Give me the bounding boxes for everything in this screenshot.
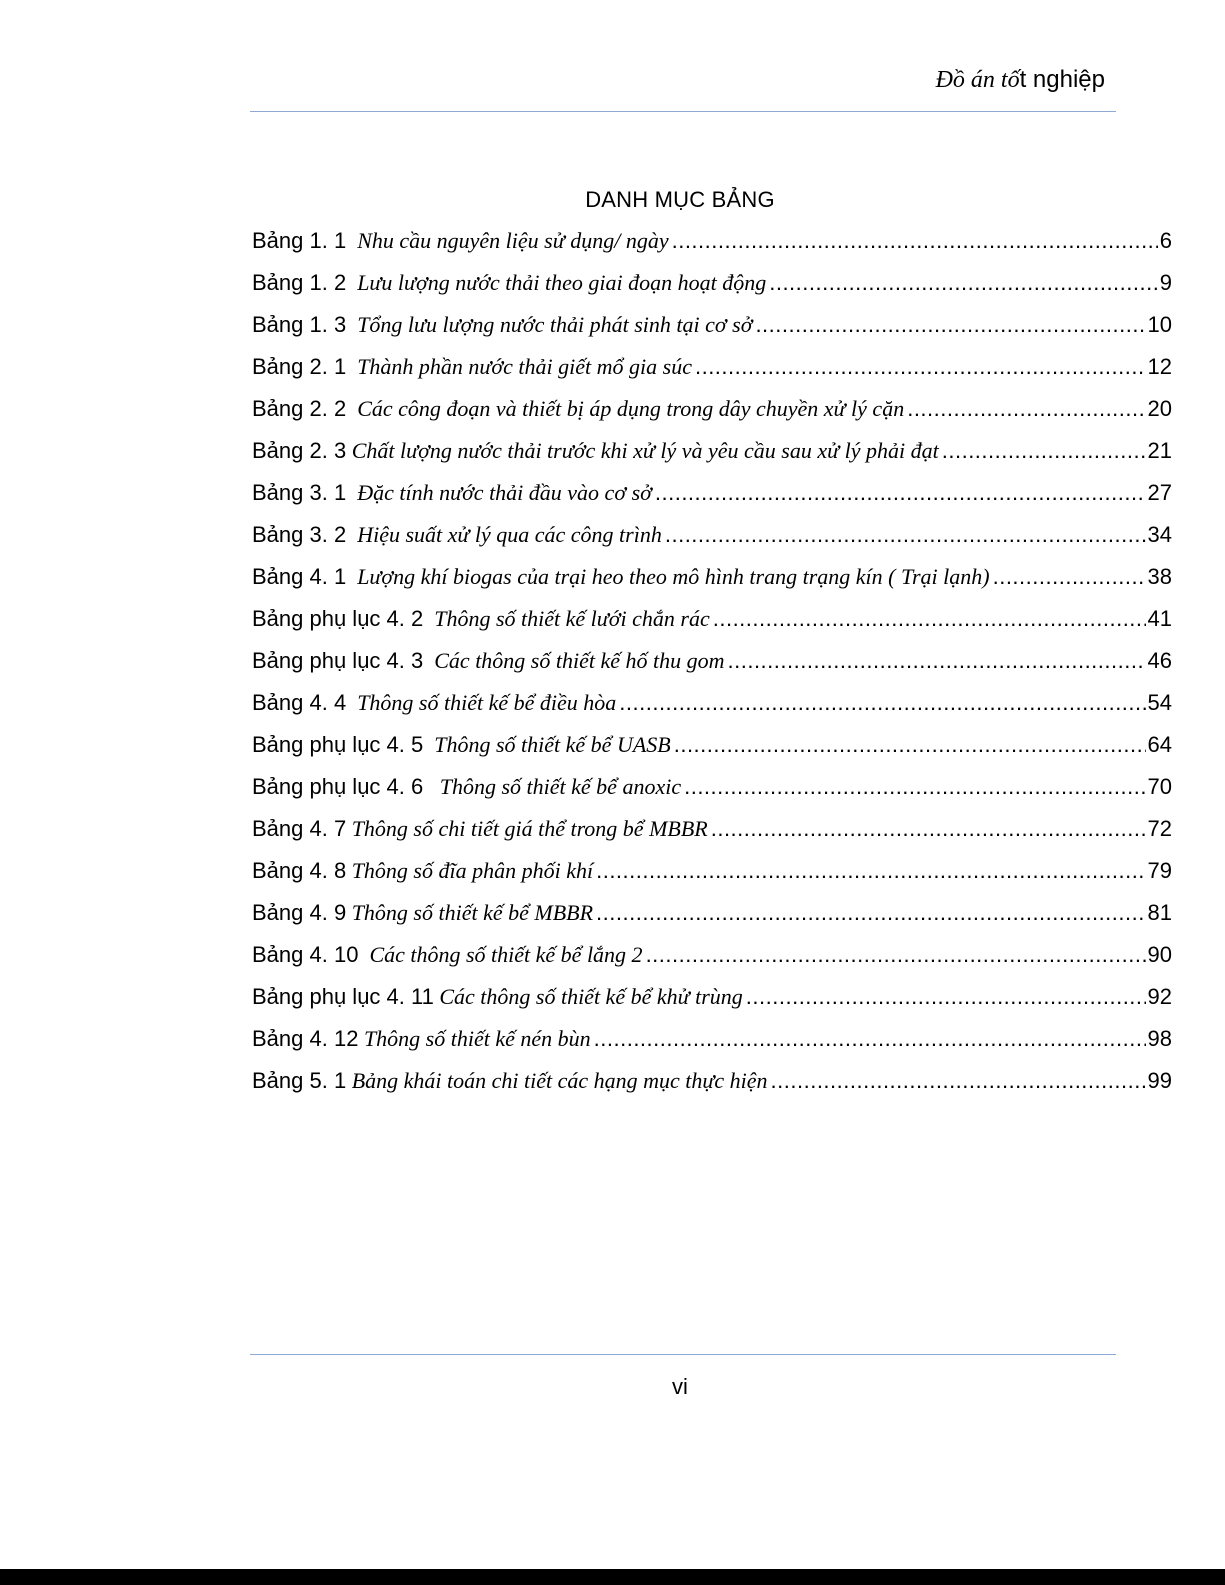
toc-entry-tag: Bảng 3. 1 (252, 480, 347, 505)
toc-entry[interactable] (252, 436, 1172, 478)
dot-leader (619, 688, 1145, 718)
toc-entry-desc: Các công đoạn và thiết bị áp dụng trong dây chuyền xử lý cặn (357, 396, 905, 421)
toc-entry[interactable] (252, 772, 1172, 814)
toc-entry-desc: Lượng khí biogas của trại heo theo mô hình trang trạng kín ( Trại lạnh) (357, 564, 990, 589)
dot-leader (684, 772, 1145, 802)
toc-entry[interactable] (252, 646, 1172, 688)
toc-entry-desc: Chất lượng nước thải trước khi xử lý và yêu cầu sau xử lý phải đạt (351, 438, 939, 463)
toc-entry-desc: Thông số thiết kế bể anoxic (439, 774, 682, 799)
toc-entry-tag: Bảng 2. 2 (252, 396, 347, 421)
toc-entry-desc: Thông số chi tiết giá thể trong bể MBBR (351, 816, 708, 841)
toc-entry-desc: Đặc tính nước thải đầu vào cơ sở (357, 480, 652, 505)
toc-entry-desc: Thành phần nước thải giết mổ gia súc (357, 354, 692, 379)
toc-entry-page: 20 (1147, 396, 1172, 421)
toc-entry-tag: Bảng 3. 2 (252, 522, 347, 547)
toc-entry-page: 21 (1147, 438, 1172, 463)
toc-entry-tag: Bảng 4. 12 (252, 1026, 359, 1051)
toc-entry[interactable] (252, 1024, 1172, 1066)
toc-entry[interactable] (252, 982, 1172, 1024)
bottom-edge-band (0, 1569, 1225, 1585)
toc-entry-tag: Bảng 4. 10 (252, 942, 359, 967)
dot-leader (594, 1024, 1146, 1054)
toc-entry-page: 41 (1147, 606, 1172, 631)
dot-leader (942, 436, 1146, 466)
toc-entry[interactable] (252, 898, 1172, 940)
toc-entry-desc: Thông số đĩa phân phối khí (351, 858, 594, 883)
toc-entry-page: 90 (1147, 942, 1172, 967)
toc-entry-page: 81 (1147, 900, 1172, 925)
toc-entry-tag: Bảng 1. 2 (252, 270, 347, 295)
toc-entry-desc: Nhu cầu nguyên liệu sử dụng/ ngày (357, 228, 669, 253)
toc-entry-desc: Tổng lưu lượng nước thải phát sinh tại cơ sở (357, 312, 753, 337)
toc-entry-page: 6 (1159, 228, 1172, 253)
dot-leader (646, 940, 1146, 970)
dot-leader (746, 982, 1146, 1012)
toc-entry-desc: Các thông số thiết kế hố thu gom (434, 648, 725, 673)
dot-leader (755, 310, 1145, 340)
footer-divider (250, 1354, 1116, 1355)
toc-entry-desc: Thông số thiết kế bể UASB (434, 732, 671, 757)
dot-leader (672, 226, 1158, 256)
toc-entry-tag: Bảng phụ lục 4. 11 (252, 984, 434, 1009)
header-title-regular: t nghiệp (1019, 66, 1105, 93)
header-title-italic: Đồ án tố (935, 67, 1020, 93)
toc-entry-desc: Bảng khái toán chi tiết các hạng mục thực hiện (351, 1068, 768, 1093)
toc-entry-tag: Bảng 2. 1 (252, 354, 347, 379)
page-header-title (936, 66, 1105, 94)
dot-leader (713, 604, 1146, 634)
header-divider (250, 111, 1116, 112)
toc-entry-desc: Thông số thiết kế nén bùn (363, 1026, 591, 1051)
dot-leader (907, 394, 1145, 424)
toc-entry-desc: Thông số thiết kế bể MBBR (351, 900, 594, 925)
toc-entry[interactable] (252, 520, 1172, 562)
toc-entry-tag: Bảng 1. 1 (252, 228, 347, 253)
dot-leader (596, 898, 1145, 928)
toc-entry-desc: Hiệu suất xử lý qua các công trình (357, 522, 662, 547)
toc-heading: DANH MỤC BẢNG (585, 187, 775, 212)
dot-leader (596, 856, 1145, 886)
toc-entry[interactable] (252, 352, 1172, 394)
dot-leader (711, 814, 1146, 844)
toc-entry-tag: Bảng 4. 8 (252, 858, 347, 883)
toc-entry-tag: Bảng 4. 4 (252, 690, 347, 715)
dot-leader (655, 478, 1146, 508)
toc-entry[interactable] (252, 940, 1172, 982)
toc-entry-desc: Các thông số thiết kế bể khử trùng (439, 984, 743, 1009)
toc-entry[interactable] (252, 562, 1172, 604)
toc-entry[interactable] (252, 604, 1172, 646)
toc-entry[interactable] (252, 730, 1172, 772)
toc-entry-tag: Bảng 2. 3 (252, 438, 347, 463)
dot-leader (665, 520, 1146, 550)
dot-leader (993, 562, 1146, 592)
toc-entry-tag: Bảng phụ lục 4. 5 (252, 732, 424, 757)
toc-entry-page: 46 (1147, 648, 1172, 673)
toc-entry-page: 27 (1147, 480, 1172, 505)
dot-leader (769, 268, 1158, 298)
toc-entry-page: 64 (1147, 732, 1172, 757)
toc-entry[interactable] (252, 856, 1172, 898)
toc-entry-page: 92 (1147, 984, 1172, 1009)
toc-entry-page: 34 (1147, 522, 1172, 547)
toc-entry-page: 99 (1147, 1068, 1172, 1093)
toc-entry[interactable] (252, 226, 1172, 268)
toc-entry-tag: Bảng 5. 1 (252, 1068, 347, 1093)
toc-entry-desc: Lưu lượng nước thải theo giai đoạn hoạt động (357, 270, 767, 295)
toc-entry-tag: Bảng 4. 7 (252, 816, 347, 841)
toc-entry-desc: Các thông số thiết kế bể lắng 2 (369, 942, 643, 967)
toc-entry-page: 98 (1147, 1026, 1172, 1051)
toc-entry-desc: Thông số thiết kế lưới chắn rác (434, 606, 710, 631)
toc-entry-page: 9 (1159, 270, 1172, 295)
toc-entry-tag: Bảng 1. 3 (252, 312, 347, 337)
toc-entry-page: 12 (1147, 354, 1172, 379)
toc-entry-page: 72 (1147, 816, 1172, 841)
toc-entry-page: 38 (1147, 564, 1172, 589)
dot-leader (771, 1066, 1146, 1096)
toc-entry[interactable] (252, 268, 1172, 310)
toc-entry[interactable] (252, 310, 1172, 352)
dot-leader (674, 730, 1146, 760)
toc-entry-tag: Bảng phụ lục 4. 2 (252, 606, 424, 631)
toc-entry-page: 10 (1147, 312, 1172, 337)
toc-entry-tag: Bảng phụ lục 4. 3 (252, 648, 424, 673)
dot-leader (728, 646, 1146, 676)
toc-entry[interactable] (252, 688, 1172, 730)
page-number: vi (672, 1374, 688, 1399)
toc-entry[interactable] (252, 394, 1172, 436)
toc-entry-page: 54 (1147, 690, 1172, 715)
dot-leader (695, 352, 1146, 382)
toc-entry-page: 79 (1147, 858, 1172, 883)
toc-entry[interactable] (252, 1066, 1172, 1108)
toc-entry-tag: Bảng 4. 1 (252, 564, 347, 589)
toc-entry[interactable] (252, 478, 1172, 520)
table-of-tables (252, 226, 1172, 1108)
toc-entry-tag: Bảng phụ lục 4. 6 (252, 774, 424, 799)
toc-entry[interactable] (252, 814, 1172, 856)
toc-entry-page: 70 (1147, 774, 1172, 799)
toc-entry-tag: Bảng 4. 9 (252, 900, 347, 925)
toc-entry-desc: Thông số thiết kế bể điều hòa (357, 690, 617, 715)
